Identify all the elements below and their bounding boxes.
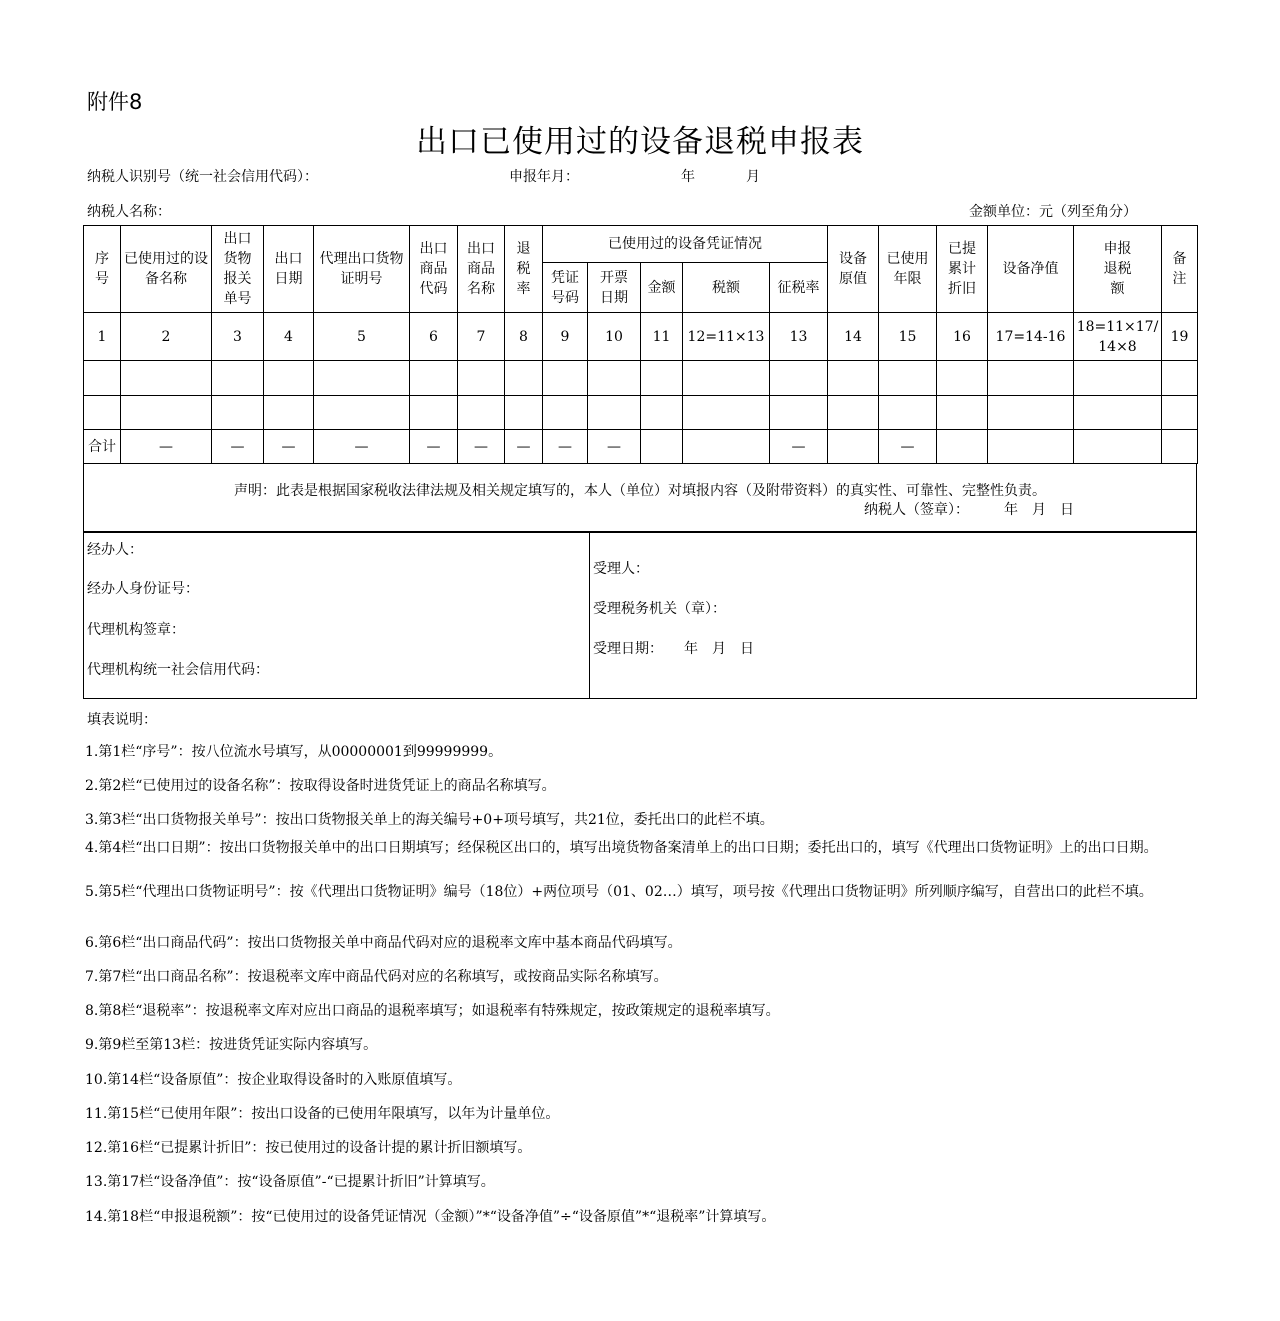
taxpayer-name-label: 纳税人名称：	[87, 204, 171, 220]
total-cell: —	[543, 430, 588, 464]
note-item: 11.第15栏“已使用年限”：按出口设备的已使用年限填写，以年为计量单位。	[85, 1106, 560, 1122]
total-cell: —	[505, 430, 543, 464]
col-number: 17=14-16	[988, 313, 1074, 361]
th-remark: 备注	[1162, 226, 1198, 313]
handler-label: 经办人：	[87, 542, 143, 558]
period-month: 月	[746, 169, 760, 185]
total-cell[interactable]	[828, 430, 879, 464]
note-item: 9.第9栏至第13栏：按进货凭证实际内容填写。	[85, 1037, 378, 1053]
note-item: 13.第17栏“设备净值”：按“设备原值”-“已提累计折旧”计算填写。	[85, 1174, 495, 1190]
period-year: 年	[681, 169, 695, 185]
note-item: 4.第4栏“出口日期”：按出口货物报关单中的出口日期填写；经保税区出口的，填写出境货物备案清单上的出口日期；委托出口的，填写《代理出口货物证明》上的出口日期。	[85, 840, 1158, 856]
note-item: 14.第18栏“申报退税额”：按“已使用过的设备凭证情况（金额）”*“设备净值”÷“设备原值”*“退税率”计算填写。	[85, 1209, 776, 1225]
col-number: 9	[543, 313, 588, 361]
total-cell[interactable]	[641, 430, 683, 464]
col-number: 8	[505, 313, 543, 361]
sign-divider	[589, 533, 590, 698]
col-number: 4	[264, 313, 314, 361]
th-voucher-no: 凭证号码	[543, 263, 588, 313]
total-cell: —	[458, 430, 505, 464]
total-cell: —	[770, 430, 828, 464]
th-tax: 税额	[683, 263, 770, 313]
total-cell[interactable]	[1074, 430, 1162, 464]
note-item: 6.第6栏“出口商品代码”：按出口货物报关单中商品代码对应的退税率文库中基本商品代码填写。	[85, 935, 682, 951]
column-number-row	[84, 313, 1198, 361]
th-years: 已使用年限	[879, 226, 937, 313]
col-number: 18=11×17/14×8	[1074, 313, 1162, 361]
col-number: 14	[828, 313, 879, 361]
note-item: 3.第3栏“出口货物报关单号”：按出口货物报关单上的海关编号+0+项号填写，共21位，委托出口的此栏不填。	[85, 812, 774, 828]
total-cell[interactable]	[937, 430, 988, 464]
receiver-label: 受理人：	[593, 561, 649, 577]
total-cell: —	[121, 430, 212, 464]
total-cell: —	[879, 430, 937, 464]
th-date: 出口日期	[264, 226, 314, 313]
attachment-label: 附件8	[87, 90, 143, 114]
total-row	[84, 430, 1198, 464]
note-item: 10.第14栏“设备原值”：按企业取得设备时的入账原值填写。	[85, 1072, 462, 1088]
th-levy: 征税率	[770, 263, 828, 313]
th-code: 出口商品代码	[410, 226, 458, 313]
note-item: 7.第7栏“出口商品名称”：按退税率文库中商品代码对应的名称填写，或按商品实际名称填写。	[85, 969, 668, 985]
receive-date-label: 受理日期： 年 月 日	[593, 641, 754, 657]
data-row	[84, 361, 1198, 396]
th-voucher-group: 已使用过的设备凭证情况	[543, 226, 828, 263]
th-name: 已使用过的设备名称	[121, 226, 212, 313]
th-amount: 金额	[641, 263, 683, 313]
note-item: 1.第1栏“序号”：按八位流水号填写，从00000001到99999999。	[85, 744, 503, 760]
data-row	[84, 396, 1198, 430]
total-cell: —	[314, 430, 410, 464]
col-number: 15	[879, 313, 937, 361]
page-title: 出口已使用过的设备退税申报表	[416, 124, 864, 160]
col-number: 5	[314, 313, 410, 361]
col-number: 7	[458, 313, 505, 361]
refund-table	[83, 225, 1198, 464]
col-number: 1	[84, 313, 121, 361]
col-number: 16	[937, 313, 988, 361]
th-original: 设备原值	[828, 226, 879, 313]
note-item: 8.第8栏“退税率”：按退税率文库对应出口商品的退税率填写；如退税率有特殊规定，按政策规定的退税率填写。	[85, 1003, 780, 1019]
tax-office-label: 受理税务机关（章）：	[593, 601, 726, 617]
sign-area	[83, 532, 1197, 699]
total-cell[interactable]	[683, 430, 770, 464]
note-item: 5.第5栏“代理出口货物证明号”：按《代理出口货物证明》编号（18位）+两位项号（01、02…）填写，项号按《代理出口货物证明》所列顺序编写，自营出口的此栏不填。	[85, 884, 1153, 900]
th-depr: 已提累计折旧	[937, 226, 988, 313]
col-number: 11	[641, 313, 683, 361]
th-goods: 出口商品名称	[458, 226, 505, 313]
amount-unit-label: 金额单位：元（列至角分）	[969, 204, 1137, 220]
col-number: 6	[410, 313, 458, 361]
declaration-box	[83, 463, 1197, 532]
th-customs: 出口货物报关单号	[212, 226, 264, 313]
declaration-sign: 纳税人（签章）： 年 月 日	[864, 502, 1074, 518]
col-number: 3	[212, 313, 264, 361]
header-row-1	[84, 226, 1198, 263]
total-cell[interactable]	[1162, 430, 1198, 464]
taxpayer-id-label: 纳税人识别号（统一社会信用代码）：	[87, 169, 318, 185]
note-item: 12.第16栏“已提累计折旧”：按已使用过的设备计提的累计折旧额填写。	[85, 1140, 532, 1156]
total-cell: —	[264, 430, 314, 464]
note-item: 2.第2栏“已使用过的设备名称”：按取得设备时进货凭证上的商品名称填写。	[85, 778, 556, 794]
th-agent: 代理出口货物证明号	[314, 226, 410, 313]
declaration-text: 声明：此表是根据国家税收法律法规及相关规定填写的，本人（单位）对填报内容（及附带资料）的真实性、可靠性、完整性负责。	[234, 483, 1046, 499]
col-number: 10	[588, 313, 641, 361]
total-cell: —	[212, 430, 264, 464]
col-number: 19	[1162, 313, 1198, 361]
total-cell: —	[410, 430, 458, 464]
th-rate: 退税率	[505, 226, 543, 313]
agency-seal-label: 代理机构签章：	[87, 622, 185, 638]
total-cell: —	[588, 430, 641, 464]
agency-code-label: 代理机构统一社会信用代码：	[87, 662, 269, 678]
col-number: 2	[121, 313, 212, 361]
total-label: 合计	[84, 430, 121, 464]
th-invoice-date: 开票日期	[588, 263, 641, 313]
notes-heading: 填表说明：	[87, 712, 157, 728]
th-refund: 申报退税额	[1074, 226, 1162, 313]
th-net: 设备净值	[988, 226, 1074, 313]
col-number: 13	[770, 313, 828, 361]
col-number: 12=11×13	[683, 313, 770, 361]
period-label: 申报年月：	[509, 169, 579, 185]
th-seq: 序号	[84, 226, 121, 313]
total-cell[interactable]	[988, 430, 1074, 464]
handler-id-label: 经办人身份证号：	[87, 581, 199, 597]
